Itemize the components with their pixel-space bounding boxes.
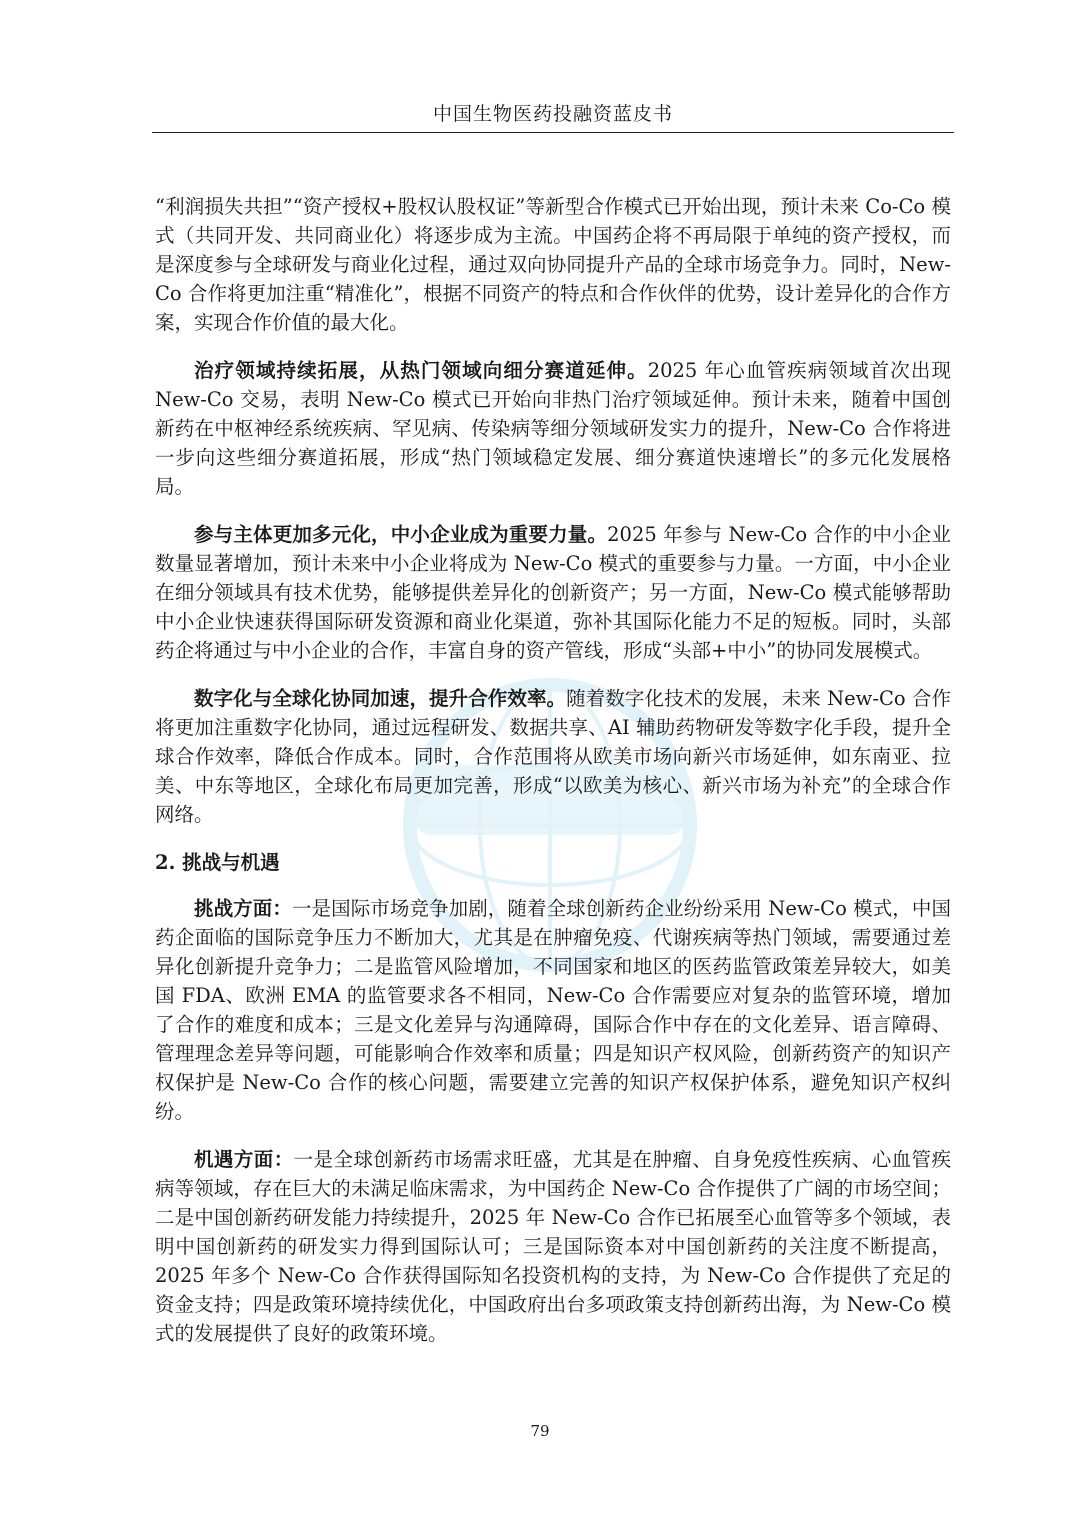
paragraph-body: 随着数字化技术的发展，未来 New-Co 合作将更加注重数字化协同，通过远程研发、数据共享、AI 辅助药物研发等数字化手段，提升全球合作效率，降低合作成本。同时，合作范围将从欧美市场向新兴市场延伸，如东南亚、拉美、中东等地区，全球化布局更加完善，形成“以欧美为核心、新兴市场为补充”的全球合作网络。 [155, 687, 951, 826]
paragraph-therapeutic-areas [155, 356, 951, 501]
paragraph-lead-in: 治疗领域持续拓展，从热门领域向细分赛道延伸。 [194, 359, 648, 382]
paragraph-body: 2025 年参与 New-Co 合作的中小企业数量显著增加，预计未来中小企业将成为 New-Co 模式的重要参与力量。一方面，中小企业在细分领域具有技术优势，能够提供差异化的创新资产；另一方面，New-Co 模式能够帮助中小企业快速获得国际研发资源和商业化渠道，弥补其国际化能力不足的短板。同时，头部药企将通过与中小企业的合作，丰富自身的资产管线，形成“头部+中小”的协同发展模式。 [155, 523, 951, 662]
main-text [155, 192, 951, 1367]
paragraph-body: 2025 年心血管疾病领域首次出现 New-Co 交易，表明 New-Co 模式已开始向非热门治疗领域延伸。预计未来，随着中国创新药在中枢神经系统疾病、罕见病、传染病等细分领域研发实力的提升，New-Co 合作将进一步向这些细分赛道拓展，形成“热门领域稳定发展、细分赛道快速增长”的多元化发展格局。 [155, 359, 951, 498]
paragraph-lead-in: 数字化与全球化协同加速，提升合作效率。 [194, 687, 567, 710]
paragraph-cooperation-models: “利润损失共担”“资产授权+股权认股权证”等新型合作模式已开始出现，预计未来 Co-Co 模式（共同开发、共同商业化）将逐步成为主流。中国药企将不再局限于单纯的资产授权，而是深度参与全球研发与商业化过程，通过双向协同提升产品的全球市场竞争力。同时，New-Co 合作将更加注重“精准化”，根据不同资产的特点和合作伙伴的优势，设计差异化的合作方案，实现合作价值的最大化。 [155, 195, 951, 334]
paragraph-body: 一是国际市场竞争加剧，随着全球创新药企业纷纷采用 New-Co 模式，中国药企面临的国际竞争压力不断加大，尤其是在肿瘤免疫、代谢疾病等热门领域，需要通过差异化创新提升竞争力；二是监管风险增加，不同国家和地区的医药监管政策差异较大，如美国 FDA、欧洲 EMA 的监管要求各不相同，New-Co 合作需要应对复杂的监管环境，增加了合作的难度和成本；三是文化差异与沟通障碍，国际合作中存在的文化差异、语言障碍、管理理念差异等问题，可能影响合作效率和质量；四是知识产权风险，创新药资产的知识产权保护是 New-Co 合作的核心问题，需要建立完善的知识产权保护体系，避免知识产权纠纷。 [155, 897, 951, 1123]
paragraph-participants [155, 520, 951, 665]
paragraph-opportunities [155, 1145, 951, 1348]
paragraph-lead-in: 机遇方面： [194, 1148, 294, 1171]
paragraph-body: 一是全球创新药市场需求旺盛，尤其是在肿瘤、自身免疫性疾病、心血管疾病等领域，存在巨大的未满足临床需求，为中国药企 New-Co 合作提供了广阔的市场空间；二是中国创新药研发能力持续提升，2025 年 New-Co 合作已拓展至心血管等多个领域，表明中国创新药的研发实力得到国际认可；三是国际资本对中国创新药的关注度不断提高，2025 年多个 New-Co 合作获得国际知名投资机构的支持，为 New-Co 合作提供了充足的资金支持；四是政策环境持续优化，中国政府出台多项政策支持创新药出海，为 New-Co 模式的发展提供了良好的政策环境。 [155, 1148, 951, 1345]
paragraph-lead-in: 参与主体更加多元化，中小企业成为重要力量。 [194, 523, 608, 546]
header-divider [152, 132, 954, 133]
page-number: 79 [530, 1422, 550, 1440]
paragraph-digitalization [155, 684, 951, 829]
running-header: 中国生物医药投融资蓝皮书 [432, 103, 673, 125]
section-heading: 2. 挑战与机遇 [155, 851, 280, 874]
paragraph-lead-in: 挑战方面： [194, 897, 292, 920]
paragraph-challenges [155, 894, 951, 1126]
